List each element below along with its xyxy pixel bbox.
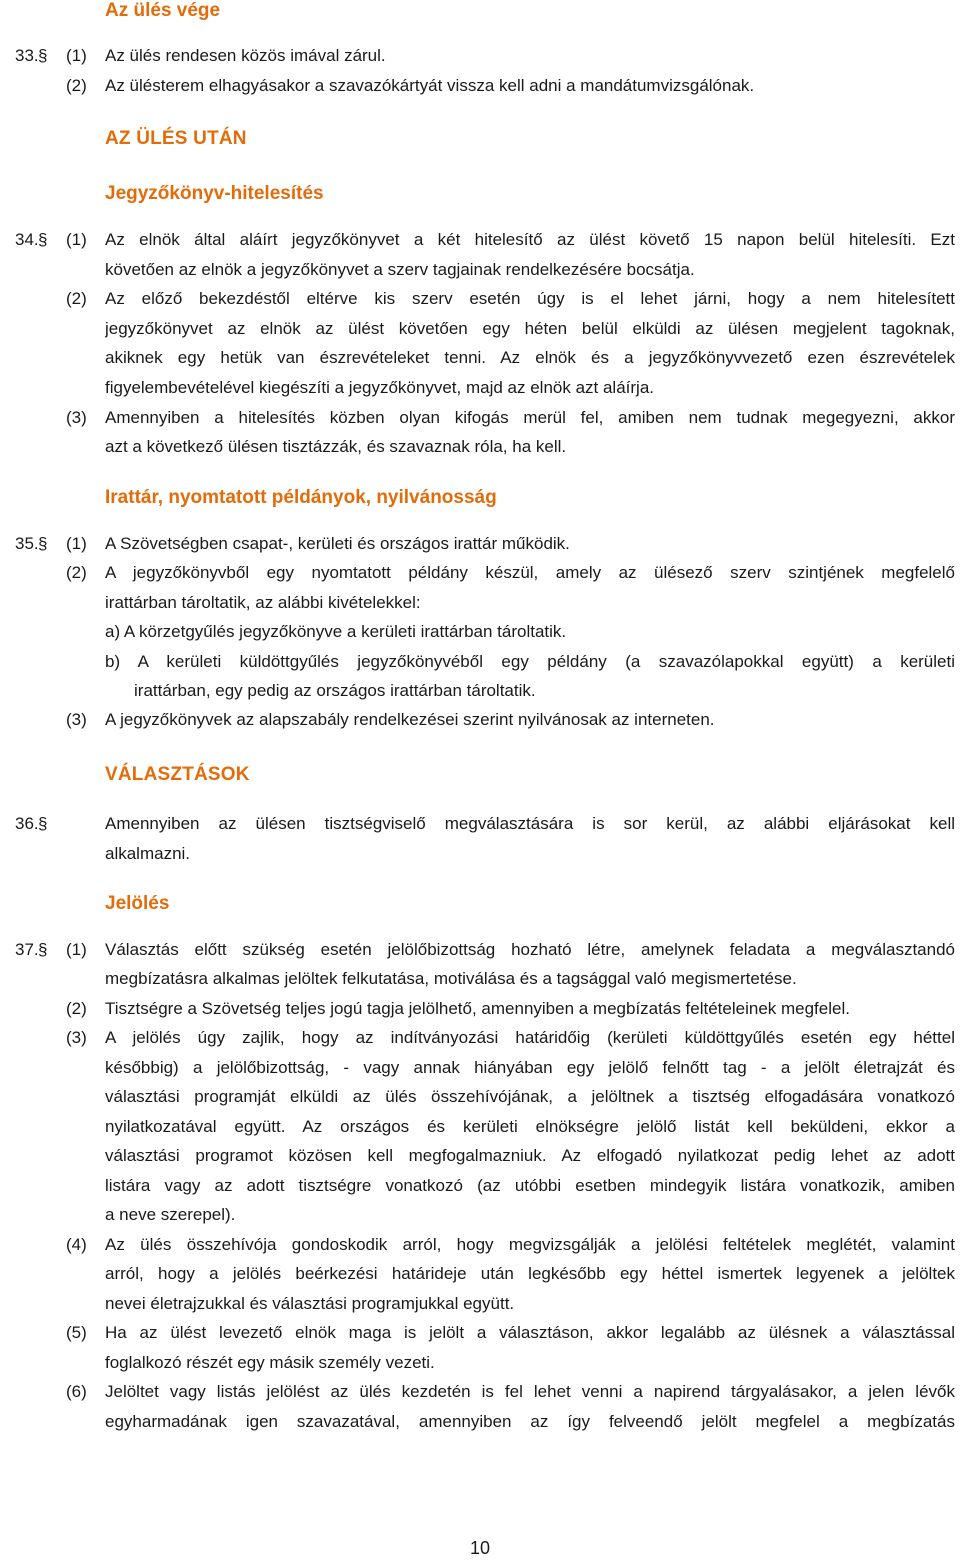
- heading-valasztasok: VÁLASZTÁSOK: [105, 764, 250, 785]
- section-sign: §: [38, 46, 48, 65]
- text-line: nevei életrajzukkal és választási programjukkal együtt.: [105, 1294, 515, 1313]
- text-line: Az előző bekezdéstől eltérve kis szerv esetén úgy is el lehet járni, hogy a nem hitelesített: [105, 289, 955, 308]
- section-sign: §: [38, 534, 48, 553]
- text-line: Amennyiben a hitelesítés közben olyan kifogás merül fel, amiben nem tudnak megegyezni, akkor: [105, 408, 955, 427]
- text-line: A jegyzőkönyvek az alapszabály rendelkezései szerint nyilvánosak az interneten.: [105, 710, 715, 729]
- text-line: Választás előtt szükség esetén jelölőbizottság hozható létre, amelynek feladata a megválasztandó: [105, 940, 955, 959]
- text-line: figyelembevételével kiegészíti a jegyzőkönyvet, majd az elnök azt aláírja.: [105, 378, 655, 397]
- text-line: irattárban tároltatik, az alábbi kivételekkel:: [105, 593, 421, 612]
- text-line: Tisztségre a Szövetség teljes jogú tagja jelölhető, amennyiben a megbízatás feltételeinek megfelel.: [105, 999, 850, 1018]
- list-item-b: b) A kerületi küldöttgyűlés jegyzőkönyvéből egy példány (a szavazólapokkal együtt) a kerületi: [105, 652, 955, 671]
- paragraph-label: (1): [66, 230, 87, 249]
- text-line: Amennyiben az ülésen tisztségviselő megválasztására is sor kerül, az alábbi eljárásokat kell: [105, 814, 955, 833]
- paragraph-label: (3): [66, 710, 87, 729]
- text-line: alkalmazni.: [105, 844, 191, 863]
- text-line: Jelöltet vagy listás jelölést az ülés kezdetén is fel lehet venni a napirend tárgyalásakor, a jelen lévők: [105, 1382, 955, 1401]
- text-line: arról, hogy a jelölés beérkezési határideje után legkésőbb egy héttel ismertek legyenek a jelöltek: [105, 1264, 955, 1283]
- text-line: A jelölés úgy zajlik, hogy az indítványozási határidőig (kerületi küldöttgyűlés esetén egy héttel: [105, 1028, 955, 1047]
- heading-jeloles: Jelölés: [105, 893, 170, 914]
- section-number-35: 35.: [15, 534, 39, 553]
- paragraph-label: (2): [66, 999, 87, 1018]
- text-line: foglalkozó részét egy másik személy vezeti.: [105, 1353, 435, 1372]
- heading-jegyzokonyv-hitelesites: Jegyzőkönyv-hitelesítés: [105, 183, 324, 204]
- text-line: Az elnök által aláírt jegyzőkönyvet a két hitelesítő az ülést követő 15 napon belül hitelesíti. Ezt: [105, 230, 955, 249]
- text-line: Ha az ülést levezető elnök maga is jelölt a választáson, akkor legalább az ülésnek a választással: [105, 1323, 955, 1342]
- section-number-33: 33.: [15, 46, 39, 65]
- paragraph-label: (1): [66, 534, 87, 553]
- text-line: választási programját elküldi az ülés összehívójának, a jelöltnek a tisztség elfogadására vonatkozó: [105, 1087, 955, 1106]
- text-line: a neve szerepel).: [105, 1205, 236, 1224]
- paragraph-label: (2): [66, 289, 87, 308]
- text-line: megbízatásra alkalmas jelöltek felkutatása, motiválása és a tagsággal való megismertetése.: [105, 969, 797, 988]
- section-sign: §: [38, 814, 48, 833]
- paragraph-label: (1): [66, 46, 87, 65]
- paragraph-label: (5): [66, 1323, 87, 1342]
- section-sign: §: [38, 940, 48, 959]
- text-line: listára vagy az adott tisztségre vonatkozó (az utóbbi esetben mindegyik listára vonatkozik, amiben: [105, 1176, 955, 1195]
- page-number: 10: [469, 1538, 491, 1558]
- text-line: A Szövetségben csapat-, kerületi és országos irattár működik.: [105, 534, 570, 553]
- paragraph-label: (6): [66, 1382, 87, 1401]
- paragraph-label: (4): [66, 1235, 87, 1254]
- list-item-a: a) A körzetgyűlés jegyzőkönyve a kerületi irattárban tároltatik.: [105, 622, 567, 641]
- text-line: választási programot közösen kell megfogalmazniuk. Az elfogadó nyilatkozat pedig lehet az adott: [105, 1146, 955, 1165]
- text-line: egyharmadának igen szavazatával, amennyiben az így felveendő jelölt megfelel a megbízatás: [105, 1412, 955, 1431]
- paragraph-label: (2): [66, 563, 87, 582]
- text-line: A jegyzőkönyvből egy nyomtatott példány készül, amely az ülésező szerv szintjének megfelelő: [105, 563, 955, 582]
- heading-irattar: Irattár, nyomtatott példányok, nyilvánosság: [105, 487, 497, 508]
- text-line: Az ülésterem elhagyásakor a szavazókártyát vissza kell adni a mandátumvizsgálónak.: [105, 76, 755, 95]
- paragraph-label: (3): [66, 408, 87, 427]
- section-sign: §: [38, 230, 48, 249]
- paragraph-label: (1): [66, 940, 87, 959]
- text-line: Az ülés rendesen közös imával zárul.: [105, 46, 386, 65]
- section-number-34: 34.: [15, 230, 39, 249]
- section-number-36: 36.: [15, 814, 39, 833]
- paragraph-label: (3): [66, 1028, 87, 1047]
- heading-az-ules-utan: AZ ÜLÉS UTÁN: [105, 128, 247, 149]
- text-line: azt a következő ülésen tisztázzák, és szavaznak róla, ha kell.: [105, 437, 567, 456]
- heading-az-ules-vege: Az ülés vége: [105, 0, 221, 21]
- text-line: Az ülés összehívója gondoskodik arról, hogy megvizsgálják a jelölési feltételek meglétét, valamint: [105, 1235, 955, 1254]
- text-line: követően az elnök a jegyzőkönyvet a szerv tagjainak rendelkezésére bocsátja.: [105, 260, 695, 279]
- text-line: irattárban, egy pedig az országos irattárban tároltatik.: [134, 681, 536, 700]
- text-line: nyilatkozatával együtt. Az országos és kerületi elnökségre jelölő listát kell beküldeni, ekkor a: [105, 1117, 955, 1136]
- text-line: akiknek egy hetük van észrevételeket tenni. Az elnök és a jegyzőkönyvvezető ezen észrevételek: [105, 348, 955, 367]
- text-line: jegyzőkönyvet az elnök az ülést követően egy héten belül elküldi az ülésen megjelent tagoknak,: [105, 319, 955, 338]
- text-line: későbbig) a jelölőbizottság, - vagy annak hiányában egy jelölő felnőtt tag - a jelölt életrajzát és: [105, 1058, 955, 1077]
- section-number-37: 37.: [15, 940, 39, 959]
- paragraph-label: (2): [66, 76, 87, 95]
